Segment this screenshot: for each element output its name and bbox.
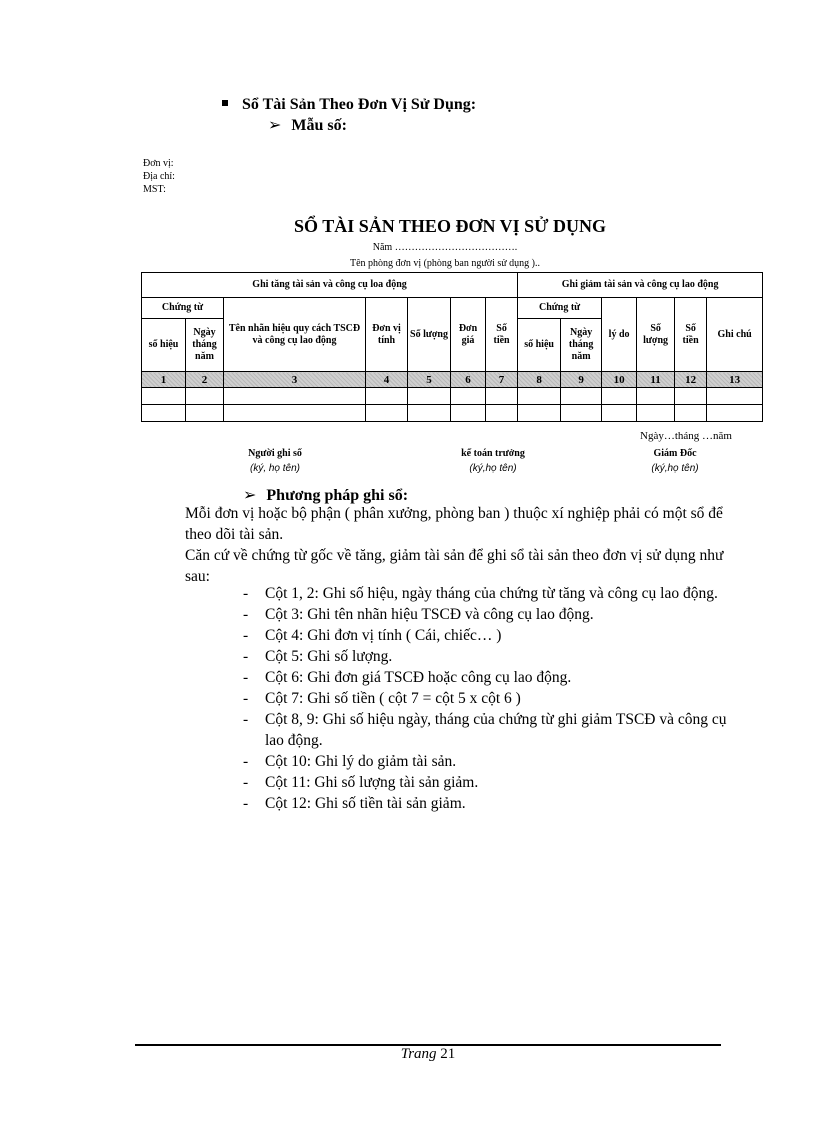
list-item: - Cột 6: Ghi đơn giá TSCĐ hoặc công cụ lao động.: [243, 667, 733, 688]
list-item: - Cột 10: Ghi lý do giảm tài sản.: [243, 751, 733, 772]
col-number: 1: [142, 372, 186, 388]
table-row: [142, 405, 763, 422]
director-hint: (ký,họ tên): [651, 463, 699, 474]
page-label: Trang: [400, 1046, 437, 1062]
col-number: 8: [518, 372, 561, 388]
unit-header: Đơn vị tính: [366, 298, 408, 372]
col-number: 10: [602, 372, 637, 388]
sample-heading-text: Mẫu số:: [291, 117, 347, 134]
col-number: 3: [224, 372, 366, 388]
list-item: - Cột 5: Ghi số lượng.: [243, 646, 733, 667]
address-label: Địa chỉ:: [143, 171, 175, 182]
group-increase-header: Ghi tăng tài sản và công cụ loa động: [142, 273, 518, 298]
column-instructions-list: [243, 583, 733, 814]
method-paragraph-2: Căn cứ về chứng từ gốc về tăng, giảm tài sản để ghi sổ tài sản theo đơn vị sử dụng như sau:: [185, 547, 724, 585]
list-item: - Cột 12: Ghi số tiền tài sản giảm.: [243, 793, 733, 814]
unit-label: Đơn vị:: [143, 158, 174, 169]
section-heading: [222, 96, 476, 114]
director-role: Giám Đốc: [653, 448, 697, 459]
reason-header: lý do: [602, 298, 637, 372]
name-spec-header: Tên nhãn hiệu quy cách TSCĐ và công cụ lao động: [224, 298, 366, 372]
unit-info: [143, 157, 175, 196]
amount-decrease-header: Số tiền: [675, 298, 707, 372]
list-item: - Cột 4: Ghi đơn vị tính ( Cái, chiếc… ): [243, 625, 733, 646]
page-number: 21: [440, 1046, 456, 1062]
tax-code-label: MST:: [143, 184, 166, 195]
list-item: - Cột 3: Ghi tên nhãn hiệu TSCĐ và công cụ lao động.: [243, 604, 733, 625]
group-decrease-header: Ghi giảm tài sản và công cụ lao động: [518, 273, 763, 298]
table-header-row: [142, 298, 763, 319]
arrow-bullet-icon: ➢: [268, 117, 282, 134]
square-bullet-icon: [222, 100, 228, 106]
voucher-number-header: số hiệu: [142, 319, 186, 372]
voucher-date-header: Ngày tháng năm: [186, 319, 224, 372]
chief-accountant-hint: (ký,họ tên): [469, 463, 517, 474]
col-number: 13: [707, 372, 763, 388]
list-item: - Cột 1, 2: Ghi số hiệu, ngày tháng của chứng từ tăng và công cụ lao động.: [243, 583, 733, 604]
voucher-date-decrease-header: Ngày tháng năm: [561, 319, 602, 372]
signature-recorder: [200, 448, 350, 474]
amount-header: Số tiền: [486, 298, 518, 372]
signature-director: [600, 448, 750, 474]
signature-chief-accountant: [418, 448, 568, 474]
method-heading: [243, 485, 408, 505]
col-number: 5: [408, 372, 451, 388]
sample-heading: [268, 115, 347, 135]
col-number: 2: [186, 372, 224, 388]
col-number: 7: [486, 372, 518, 388]
col-number: 11: [637, 372, 675, 388]
table-row: [142, 388, 763, 405]
note-header: Ghi chú: [707, 298, 763, 372]
dept-line: Tên phòng đơn vị (phòng ban người sử dụng )..: [349, 258, 540, 269]
recorder-role: Người ghi số: [248, 448, 302, 459]
recorder-hint: (ký, họ tên): [249, 463, 301, 474]
list-item: - Cột 7: Ghi số tiền ( cột 7 = cột 5 x cột 6 ): [243, 688, 733, 709]
chief-accountant-role: kế toán trưởng: [461, 448, 525, 459]
list-item: - Cột 8, 9: Ghi số hiệu ngày, tháng của chứng từ ghi giảm TSCĐ và công cụ lao động.: [243, 709, 733, 751]
list-item: - Cột 11: Ghi số lượng tài sản giảm.: [243, 772, 733, 793]
arrow-bullet-icon: ➢: [243, 487, 257, 504]
voucher-header-increase: Chứng từ: [142, 298, 224, 319]
col-number: 4: [366, 372, 408, 388]
year-line: Năm ……………………………….: [372, 242, 518, 253]
col-number: 6: [451, 372, 486, 388]
quantity-header: Số lượng: [408, 298, 451, 372]
method-heading-text: Phương pháp ghi sổ:: [266, 487, 409, 504]
voucher-header-decrease: Chứng từ: [518, 298, 602, 319]
page-footer: [0, 1046, 816, 1063]
quantity-decrease-header: Số lượng: [637, 298, 675, 372]
form-title: SỔ TÀI SẢN THEO ĐƠN VỊ SỬ DỤNG: [294, 216, 606, 236]
col-number: 9: [561, 372, 602, 388]
voucher-number-decrease-header: số hiệu: [518, 319, 561, 372]
column-number-row: [142, 372, 763, 388]
table-group-row: [142, 273, 763, 298]
method-paragraph-1: Mỗi đơn vị hoặc bộ phận ( phân xưởng, phòng ban ) thuộc xí nghiệp phải có một sổ để theo dõi tài sản.: [185, 505, 723, 543]
unit-price-header: Đơn giá: [451, 298, 486, 372]
asset-ledger-table: [141, 272, 763, 422]
section-heading-text: Sổ Tài Sản Theo Đơn Vị Sử Dụng:: [242, 96, 477, 113]
col-number: 12: [675, 372, 707, 388]
date-line: Ngày…tháng …năm: [640, 430, 732, 442]
